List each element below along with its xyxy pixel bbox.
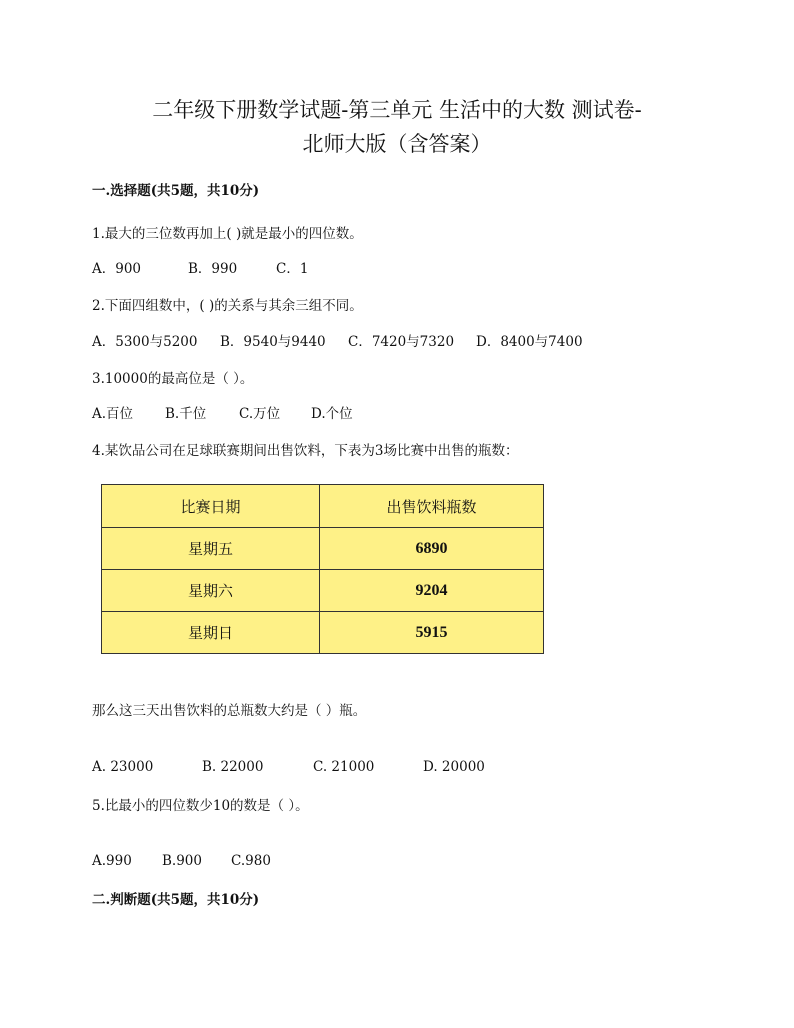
option-d: D．8400与7400 <box>476 334 583 350</box>
section-heading-choice: 一.选择题(共5题，共10分) <box>92 183 260 199</box>
question-1: 1.最大的三位数再加上( )就是最小的四位数。 <box>92 226 363 242</box>
option-d: D. 20000 <box>423 759 485 775</box>
question-3-options <box>92 404 353 424</box>
table-row <box>102 570 544 612</box>
page-title-line2: 北师大版（含答案） <box>302 132 492 156</box>
cell-date: 星期日 <box>102 612 320 654</box>
option-c: C.980 <box>231 853 271 869</box>
question-3: 3.10000的最高位是（ ）。 <box>92 371 254 387</box>
section-heading-judgement: 二.判断题(共5题，共10分) <box>92 892 260 908</box>
cell-bottles: 6890 <box>320 528 544 570</box>
table-row <box>102 528 544 570</box>
question-2-options <box>92 332 583 352</box>
cell-date: 星期五 <box>102 528 320 570</box>
question-2: 2.下面四组数中，( )的关系与其余三组不同。 <box>92 298 363 314</box>
question-1-options <box>92 259 308 279</box>
option-b: B. 22000 <box>202 759 264 775</box>
question-4-options <box>92 757 485 777</box>
option-a: A．5300与5200 <box>92 334 198 350</box>
page-title-line1: 二年级下册数学试题-第三单元 生活中的大数 测试卷- <box>152 98 642 122</box>
cell-bottles: 9204 <box>320 570 544 612</box>
option-b: B．9540与9440 <box>220 334 326 350</box>
column-header-bottles: 出售饮料瓶数 <box>320 485 544 528</box>
option-c: C．7420与7320 <box>348 334 455 350</box>
option-a: A.百位 <box>92 406 134 422</box>
question-4: 4.某饮品公司在足球联赛期间出售饮料，下表为3场比赛中出售的瓶数： <box>92 443 519 459</box>
option-a: A．900 <box>92 261 142 277</box>
option-d: D.个位 <box>311 406 353 422</box>
option-b: B.千位 <box>165 406 207 422</box>
option-a: A. 23000 <box>92 759 154 775</box>
table-header-row <box>102 485 544 528</box>
cell-date: 星期六 <box>102 570 320 612</box>
option-b: B.900 <box>162 853 202 869</box>
column-header-date: 比赛日期 <box>102 485 320 528</box>
option-b: B．990 <box>188 261 238 277</box>
question-4-follow-up: 那么这三天出售饮料的总瓶数大约是（ ）瓶。 <box>92 703 367 719</box>
option-a: A.990 <box>92 853 132 869</box>
sales-table <box>101 484 544 654</box>
question-5: 5.比最小的四位数少10的数是（ ）。 <box>92 798 309 814</box>
option-c: C.万位 <box>239 406 281 422</box>
cell-bottles: 5915 <box>320 612 544 654</box>
table-row <box>102 612 544 654</box>
option-c: C．1 <box>276 261 309 277</box>
option-c: C. 21000 <box>313 759 375 775</box>
question-5-options <box>92 851 271 871</box>
